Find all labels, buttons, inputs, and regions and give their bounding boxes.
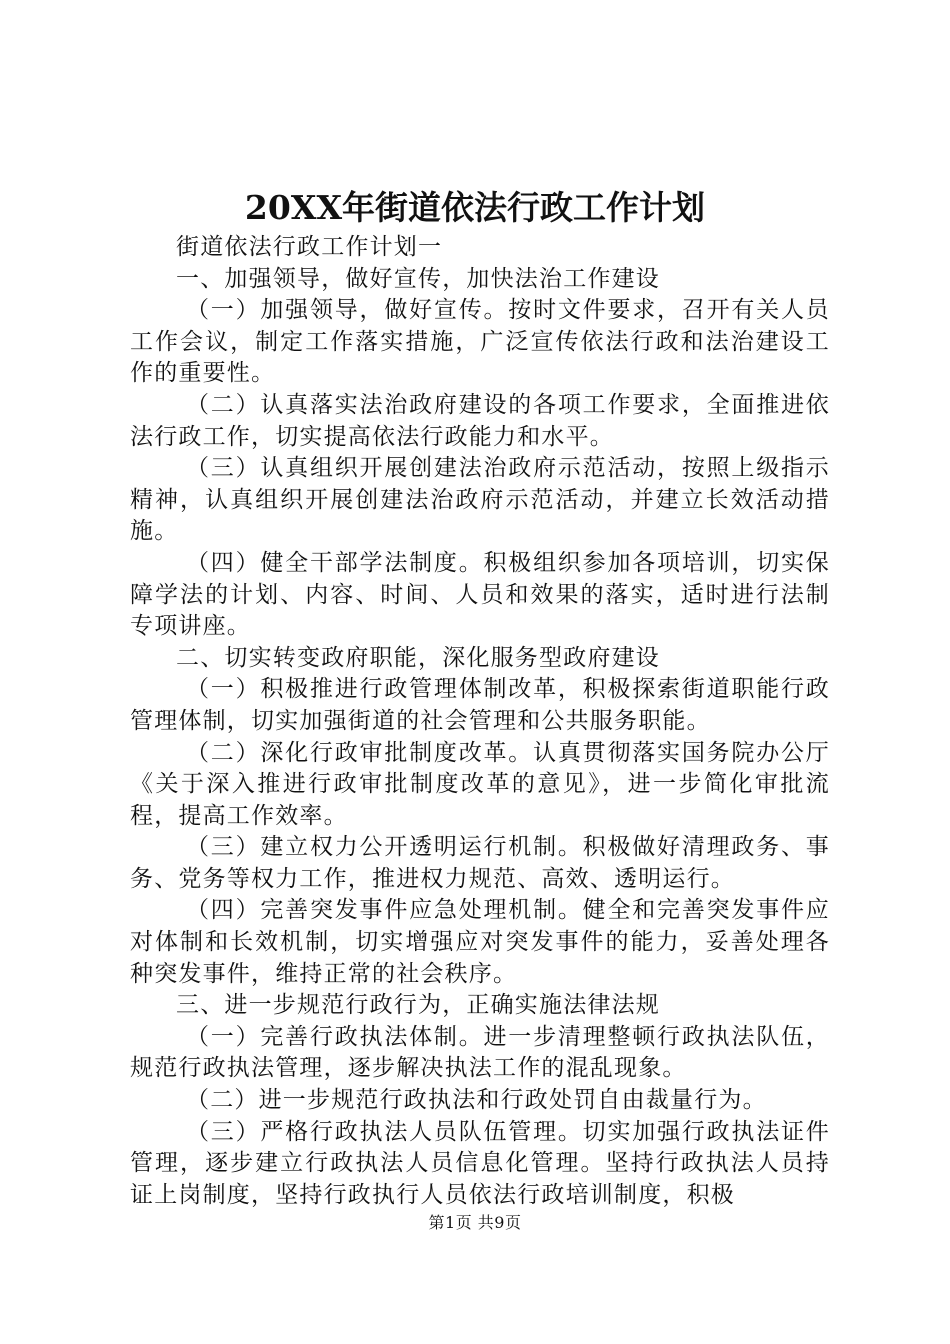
paragraph: （三）严格行政执法人员队伍管理。切实加强行政执法证件管理，逐步建立行政执法人员信息化管理。坚持行政执法人员持证上岗制度，坚持行政执行人员依法行政培训制度，积极 <box>130 1118 830 1208</box>
paragraph: （三）建立权力公开透明运行机制。积极做好清理政务、事务、党务等权力工作，推进权力规范、高效、透明运行。 <box>130 834 830 892</box>
page-number-footer: 第1页 共9页 <box>428 1213 522 1232</box>
section-heading-1: 一、加强领导，做好宣传，加快法治工作建设 <box>176 265 660 292</box>
section-heading-2: 二、切实转变政府职能，深化服务型政府建设 <box>176 644 660 671</box>
document-title: 20XX年街道依法行政工作计划 <box>244 188 706 227</box>
section-heading-3: 三、进一步规范行政行为，正确实施法律法规 <box>176 992 660 1019</box>
paragraph: （一）加强领导，做好宣传。按时文件要求，召开有关人员工作会议，制定工作落实措施，广泛宣传依法行政和法治建设工作的重要性。 <box>130 297 830 387</box>
paragraph: （三）认真组织开展创建法治政府示范活动，按照上级指示精神，认真组织开展创建法治政府示范活动，并建立长效活动措施。 <box>130 455 830 545</box>
document-body <box>130 232 830 1211</box>
paragraph: （一）完善行政执法体制。进一步清理整顿行政执法队伍，规范行政执法管理，逐步解决执法工作的混乱现象。 <box>130 1023 830 1082</box>
paragraph: （二）进一步规范行政执法和行政处罚自由裁量行为。 <box>186 1087 767 1114</box>
paragraph: （一）积极推进行政管理体制改革，积极探索街道职能行政管理体制，切实加强街道的社会管理和公共服务职能。 <box>130 676 830 734</box>
section-subtitle: 街道依法行政工作计划一 <box>176 234 443 260</box>
paragraph: （四）完善突发事件应急处理机制。健全和完善突发事件应对体制和长效机制，切实增强应对突发事件的能力，妥善处理各种突发事件，维持正常的社会秩序。 <box>130 897 830 987</box>
paragraph: （二）深化行政审批制度改革。认真贯彻落实国务院办公厅《关于深入推进行政审批制度改革的意见》，进一步简化审批流程，提高工作效率。 <box>130 739 830 829</box>
paragraph: （二）认真落实法治政府建设的各项工作要求，全面推进依法行政工作，切实提高依法行政能力和水平。 <box>130 391 830 450</box>
paragraph: （四）健全干部学法制度。积极组织参加各项培训，切实保障学法的计划、内容、时间、人员和效果的落实，适时进行法制专项讲座。 <box>130 549 830 640</box>
